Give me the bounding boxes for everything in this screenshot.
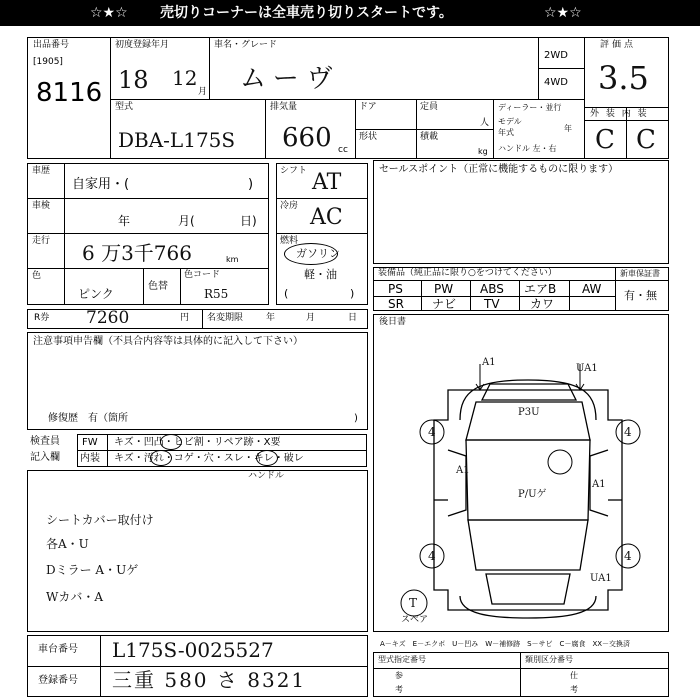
notes-label: 注意事項申告欄（不具合内容等は具体的に記入して下さい） xyxy=(33,336,303,347)
recycle-row xyxy=(27,309,368,329)
remark-1: シートカバー取付け xyxy=(46,513,154,527)
color-code-label: 色コード xyxy=(184,270,221,280)
inspector-handwritten: ハンドル xyxy=(248,471,285,481)
color-code-value: R55 xyxy=(204,287,229,301)
plate-label: 登録番号 xyxy=(38,675,78,686)
diagram-roof: P/Uゲ xyxy=(518,489,547,500)
chassis-value: L175S-0025527 xyxy=(112,638,274,662)
equip-airbag: エアB xyxy=(524,282,557,296)
sales-point-label: セールスポイント（正常に機能するものに限ります） xyxy=(379,164,619,175)
shift-label: シフト xyxy=(280,166,308,176)
banner-text: 売切りコーナーは全車売り切りスタートです。 xyxy=(160,5,453,21)
capacity-unit: 人 xyxy=(480,118,490,128)
shift-value: AT xyxy=(312,170,342,195)
mark-circle-2 xyxy=(150,450,172,466)
remark-4: Wカバ・A xyxy=(46,590,104,604)
registration-month-unit: 月 xyxy=(198,87,208,97)
registration-label: 初度登録年月 xyxy=(115,40,170,50)
capacity-label: 定員 xyxy=(420,102,439,112)
sales-point-box xyxy=(373,160,669,264)
inspection-label: 車検 xyxy=(32,201,51,211)
usage-label: 車歴 xyxy=(32,166,51,176)
color-change-label: 色替 xyxy=(148,281,168,292)
diagram-rear-right: UA1 xyxy=(590,573,612,584)
fuel-value: ガソリン xyxy=(296,247,340,260)
equip-ps: PS xyxy=(388,282,403,296)
dealer-label: ディーラー・並行 xyxy=(498,103,562,112)
later-docs-label: 後日書 xyxy=(379,317,407,327)
legend-text: A－キズ E－エクボ U－凹み W－補修跡 S－サビ C－腐食 XX－交換済 xyxy=(380,640,631,648)
remarks-box xyxy=(27,470,368,632)
inspector-row1-head: FW xyxy=(82,437,98,448)
inspector-label2: 記入欄 xyxy=(30,452,60,463)
fuel-sub: 軽・油 xyxy=(304,268,337,281)
equipment-label: 装備品（純正品に限り○をつけてください） xyxy=(378,268,557,278)
registration-month: 12 xyxy=(172,66,198,90)
aircon-value: AC xyxy=(310,205,343,230)
grade-value: 3.5 xyxy=(598,59,649,97)
plate-value: 三重 580 さ 8321 xyxy=(112,668,307,692)
equip-tv: TV xyxy=(484,297,500,311)
warranty-value: 有・無 xyxy=(624,289,657,302)
car-name-label: 車名・グレード xyxy=(214,40,278,50)
inspector-row1-text: キズ・凹凸・ヒビ割・リペア跡・X要 xyxy=(114,437,281,448)
equip-navi: ナビ xyxy=(432,297,457,311)
diagram-right: A1 xyxy=(592,479,606,490)
int-value: C xyxy=(636,125,656,155)
banner-stars-right: ☆★☆ xyxy=(544,5,582,21)
model-value: DBA-L175S xyxy=(118,128,236,152)
spec-label: 仕 xyxy=(570,671,578,680)
recycle-unit: 円 xyxy=(180,313,190,323)
inspection-month: 月( xyxy=(178,214,195,228)
diagram-top-right: UA1 xyxy=(576,363,598,374)
ext-int-label: 外 装 内 装 xyxy=(590,109,649,119)
recycle-value: 7260 xyxy=(86,308,130,328)
repair-close: ) xyxy=(354,413,358,424)
tire-fr: 4 xyxy=(624,425,632,439)
remark-2: 各A・U xyxy=(46,537,89,551)
displacement-value: 660 xyxy=(282,123,332,153)
shape-label: 形状 xyxy=(359,132,378,142)
inspector-row2-text: キズ・汚れ・コゲ・穴・スレ・キレ・破レ xyxy=(114,453,304,464)
registration-year: 18 xyxy=(118,66,149,94)
model-designation-label: 型式指定番号 xyxy=(378,655,426,664)
aircon-label: 冷房 xyxy=(280,201,299,211)
banner-stars-left: ☆★☆ xyxy=(90,5,128,21)
grade-label: 評価点 xyxy=(600,40,637,50)
model-year-label2: 年式 xyxy=(498,128,514,137)
displacement-unit: cc xyxy=(338,145,348,155)
ref-label-1: 参 xyxy=(395,671,403,680)
fuel-label: 燃料 xyxy=(280,236,299,246)
note-label: 考 xyxy=(570,685,578,694)
ext-value: C xyxy=(595,125,615,155)
remark-3: Dミラー A・Uゲ xyxy=(46,563,139,577)
name-change-year: 年 xyxy=(266,313,276,323)
banner xyxy=(0,0,700,26)
ref-label-2: 考 xyxy=(395,685,403,694)
door-label: ドア xyxy=(359,102,377,112)
category-label: 類別区分番号 xyxy=(525,655,573,664)
diagram-top-left: A1 xyxy=(482,357,496,368)
spare-mark: T xyxy=(409,596,418,610)
name-change-label: 名変期限 xyxy=(207,313,244,323)
warranty-label: 新車保証書 xyxy=(620,269,660,278)
lot-label: 出品番号 xyxy=(33,40,70,50)
drive-4wd: 4WD xyxy=(544,77,568,88)
car-name-value: ムーヴ xyxy=(240,64,341,94)
drive-2wd: 2WD xyxy=(544,50,568,61)
diagram-left: A1 xyxy=(456,465,470,476)
recycle-label: R券 xyxy=(34,313,50,323)
inspection-day: 日) xyxy=(240,214,257,228)
model-year-unit: 年 xyxy=(564,124,572,133)
repair-label: 修復歴 有（箇所 xyxy=(48,413,128,424)
name-change-day: 日 xyxy=(348,313,358,323)
displacement-label: 排気量 xyxy=(270,102,298,112)
usage-value: 自家用・( xyxy=(72,177,130,192)
mark-circle-3 xyxy=(256,450,278,466)
lot-number: 8116 xyxy=(36,78,103,108)
mark-circle-1 xyxy=(160,434,182,450)
color-value: ピンク xyxy=(78,287,114,301)
diagram-hood: P3U xyxy=(518,407,540,418)
mileage-label: 走行 xyxy=(32,236,51,246)
tire-rr: 4 xyxy=(624,549,632,563)
fuel-paren-close: ) xyxy=(350,287,355,300)
fuel-paren-open: ( xyxy=(284,287,289,300)
equip-abs: ABS xyxy=(480,282,504,296)
chassis-label: 車台番号 xyxy=(38,644,78,655)
load-label: 積載 xyxy=(420,132,439,142)
tire-fl: 4 xyxy=(428,425,436,439)
load-unit: kg xyxy=(478,147,488,156)
mileage-unit: km xyxy=(226,255,239,264)
inspector-row2-head: 内装 xyxy=(80,453,100,464)
color-label: 色 xyxy=(32,271,42,281)
name-change-month: 月 xyxy=(306,313,316,323)
model-label: 型式 xyxy=(115,102,134,112)
inspector-label1: 検査員 xyxy=(30,436,60,447)
model-year-label1: モデル xyxy=(498,117,522,126)
equip-pw: PW xyxy=(434,282,454,296)
usage-close: ) xyxy=(248,177,254,192)
equip-leather: カワ xyxy=(530,297,555,311)
inspection-year: 年 xyxy=(118,214,131,228)
spare-label: スペア xyxy=(401,615,429,625)
lot-sub: [1905] xyxy=(33,57,63,67)
mileage-value: 6 万3千766 xyxy=(82,241,192,265)
tire-rl: 4 xyxy=(428,549,436,563)
handle-label: ハンドル 左・右 xyxy=(498,144,557,153)
equip-aw: AW xyxy=(582,282,602,296)
equip-sr: SR xyxy=(388,297,404,311)
